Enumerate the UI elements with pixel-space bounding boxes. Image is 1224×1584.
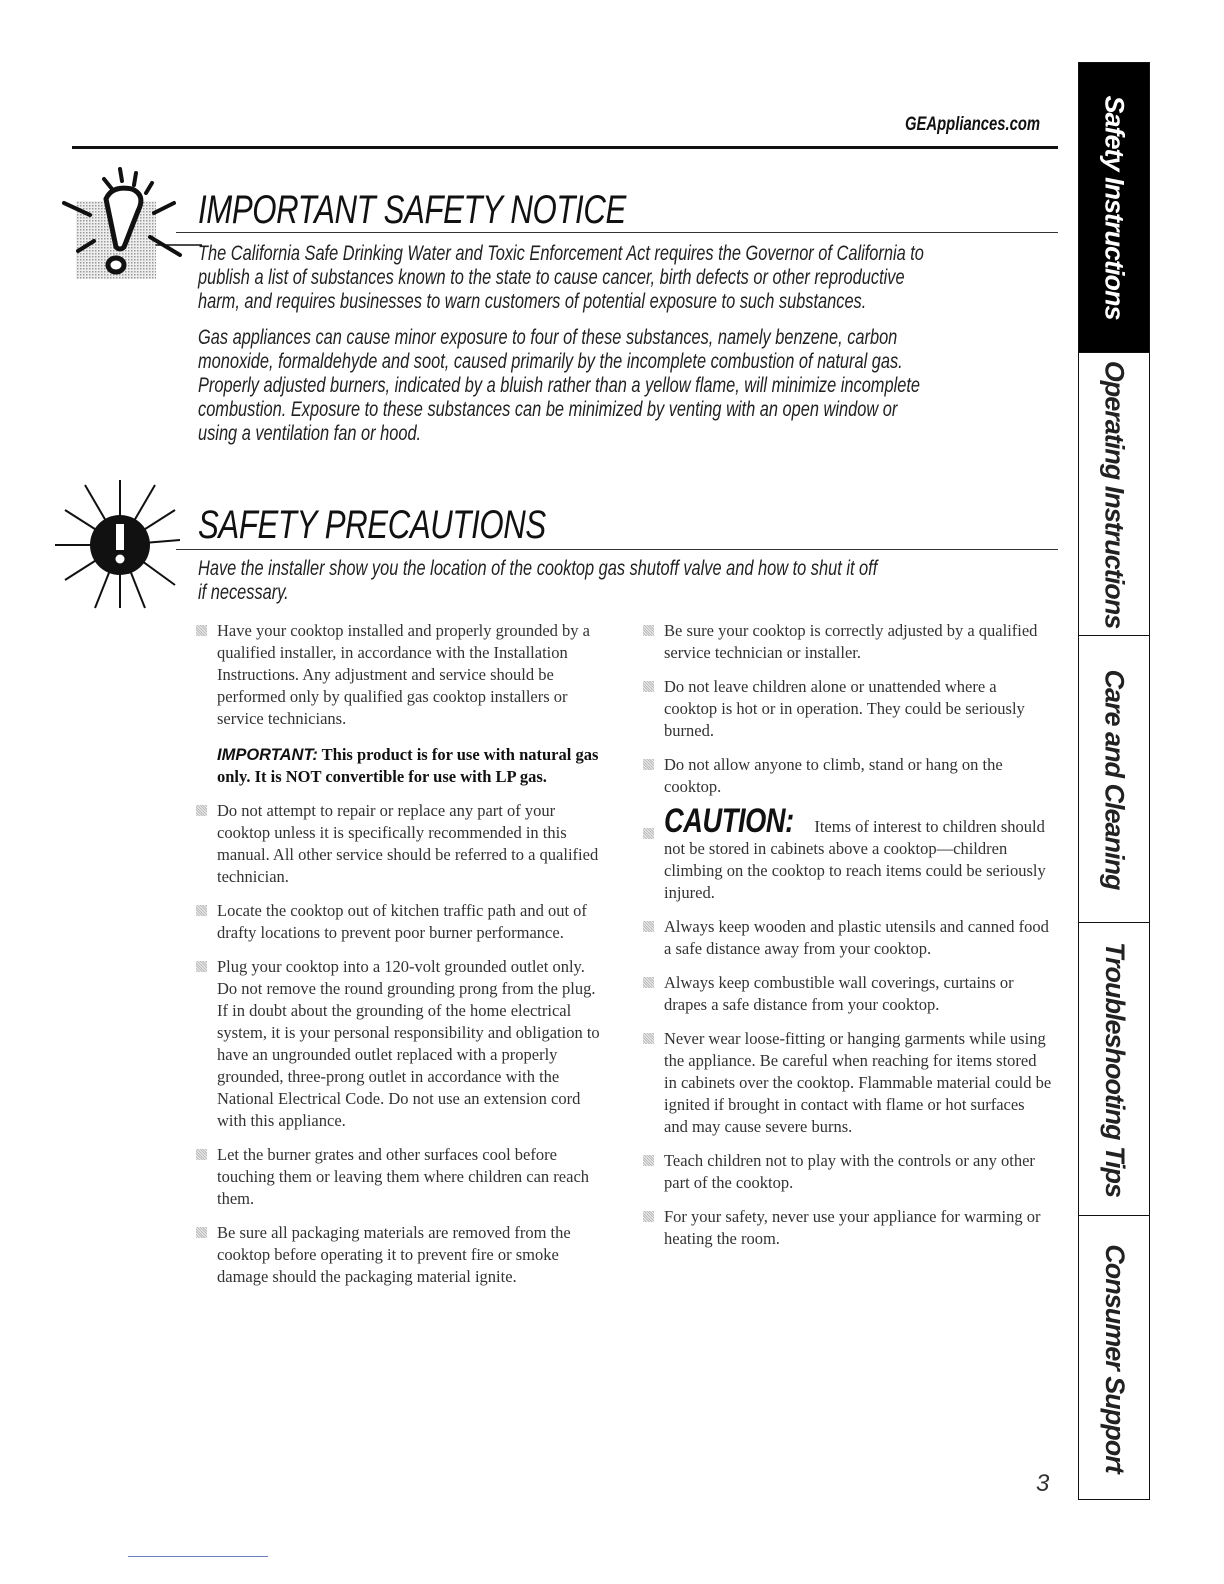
warning-burst-icon <box>55 480 185 610</box>
item-text: Teach children not to play with the controls or any other part of the cooktop. <box>664 1151 1035 1192</box>
tab-operating-instructions[interactable] <box>1079 353 1149 636</box>
tab-label: Troubleshooting Tips <box>1099 941 1130 1197</box>
notice-title: IMPORTANT SAFETY NOTICE <box>198 188 626 232</box>
list-item <box>637 754 1052 798</box>
tab-label: Safety Instructions <box>1099 95 1130 320</box>
item-text: Let the burner grates and other surfaces cool before touching them or leaving them where children can reach them. <box>217 1145 590 1208</box>
bullet-icon <box>643 977 654 988</box>
item-text: Never wear loose-fitting or hanging garments while using the appliance. Be careful when reaching for items stored in cabinets over the cooktop. Flammable material could be ignited if brought in contact with flame or hot surfaces and may cause severe burns. <box>664 1029 1052 1136</box>
precautions-title: SAFETY PRECAUTIONS <box>198 503 546 547</box>
list-item <box>637 972 1052 1016</box>
bullet-icon <box>196 905 207 916</box>
left-column <box>190 620 605 1300</box>
bullet-icon <box>643 1211 654 1222</box>
list-item <box>637 1206 1052 1250</box>
text-line: Gas appliances can cause minor exposure to four of these substances, namely benzene, carbon <box>198 326 898 349</box>
tab-label: Consumer Support <box>1099 1244 1130 1473</box>
list-item <box>637 1028 1052 1138</box>
bullet-icon <box>196 805 207 816</box>
text-line: combustion. Exposure to these substances can be minimized by venting with an open window or <box>198 398 898 421</box>
tab-consumer-support[interactable] <box>1079 1216 1149 1501</box>
item-text: Do not leave children alone or unattended where a cooktop is hot or in operation. They could be seriously burned. <box>664 677 1025 740</box>
list-item <box>190 900 605 944</box>
text-line: monoxide, formaldehyde and soot, caused primarily by the incomplete combustion of natural gas. <box>198 350 903 373</box>
text-line: if necessary. <box>198 581 289 604</box>
list-item <box>190 620 605 730</box>
bullet-icon <box>196 1149 207 1160</box>
site-url: GEAppliances.com <box>905 114 1041 135</box>
list-item <box>637 676 1052 742</box>
page-number: 3 <box>1036 1470 1050 1497</box>
section-tabs <box>1078 62 1150 1500</box>
notice-paragraph-2 <box>198 326 920 446</box>
precautions-intro <box>198 557 877 605</box>
bullet-icon <box>643 921 654 932</box>
item-text: Be sure your cooktop is correctly adjusted by a qualified service technician or installer. <box>664 621 1038 662</box>
item-text: Have your cooktop installed and properly grounded by a qualified installer, in accordance with the Installation Instructions. Any adjustment and service should be performed only by qualified gas cooktop installers or service technicians. <box>217 621 590 728</box>
item-text: Do not allow anyone to climb, stand or hang on the cooktop. <box>664 755 1003 796</box>
list-item <box>190 800 605 888</box>
important-label: IMPORTANT: <box>217 746 318 764</box>
item-text: Do not attempt to repair or replace any part of your cooktop unless it is specifically recommended in this manual. All other service should be referred to a qualified technician. <box>217 801 599 886</box>
bullet-icon <box>196 961 207 972</box>
tab-safety-instructions[interactable] <box>1079 63 1149 353</box>
bullet-icon <box>643 1033 654 1044</box>
item-text: Be sure all packaging materials are removed from the cooktop before operating it to prevent fire or smoke damage should the packaging material ignite. <box>217 1223 571 1286</box>
text-line: publish a list of substances known to the state to cause cancer, birth defects or other reproductive <box>198 266 905 289</box>
text-line: The California Safe Drinking Water and Toxic Enforcement Act requires the Governor of California to <box>198 242 924 265</box>
important-text: This product is for use with natural gas only. It is NOT convertible for use with LP gas. <box>217 745 599 786</box>
tab-label: Operating Instructions <box>1099 360 1130 628</box>
text-line: using a ventilation fan or hood. <box>198 422 422 445</box>
bullet-icon <box>643 828 654 839</box>
item-text: Always keep wooden and plastic utensils and canned food a safe distance away from your cooktop. <box>664 917 1049 958</box>
text-line: harm, and requires businesses to warn customers of potential exposure to such substances. <box>198 290 867 313</box>
list-item <box>637 1150 1052 1194</box>
tab-care-and-cleaning[interactable] <box>1079 636 1149 923</box>
list-item <box>190 1222 605 1288</box>
bullet-icon <box>643 681 654 692</box>
important-note <box>190 744 605 788</box>
notice-paragraph-1 <box>198 242 924 314</box>
text-line: Have the installer show you the location of the cooktop gas shutoff valve and how to shut it off <box>198 557 878 580</box>
bullet-icon <box>643 1155 654 1166</box>
warning-exclamation-icon <box>62 163 202 283</box>
footer-rule <box>128 1556 268 1557</box>
list-item <box>637 620 1052 664</box>
item-text: For your safety, never use your appliance for warming or heating the room. <box>664 1207 1041 1248</box>
bullet-icon <box>643 625 654 636</box>
tab-label: Care and Cleaning <box>1099 668 1130 890</box>
list-item <box>190 1144 605 1210</box>
list-item <box>637 916 1052 960</box>
precautions-rule <box>176 549 1058 550</box>
text-line: Properly adjusted burners, indicated by a bluish rather than a yellow flame, will minimize incomplete <box>198 374 920 397</box>
caution-label: CAUTION: <box>664 802 794 840</box>
list-item <box>190 956 605 1132</box>
caution-item <box>637 802 1052 904</box>
top-rule <box>72 146 1058 149</box>
tab-troubleshooting-tips[interactable] <box>1079 923 1149 1216</box>
caution-text: Items of interest to children should not be stored in cabinets above a cooktop—children climbing on the cooktop to reach items could be seriously injured. <box>664 817 1046 902</box>
bullet-icon <box>196 625 207 636</box>
item-text: Locate the cooktop out of kitchen traffic path and out of drafty locations to prevent poor burner performance. <box>217 901 587 942</box>
right-column <box>637 620 1052 1262</box>
item-text: Plug your cooktop into a 120-volt grounded outlet only. Do not remove the round grounding prong from the plug. If in doubt about the grounding of the home electrical system, it is your personal responsibility and obligation to have an ungrounded outlet replaced with a properly grounded, three-prong outlet in accordance with the National Electrical Code. Do not use an extension cord with this appliance. <box>217 957 600 1130</box>
item-text: Always keep combustible wall coverings, curtains or drapes a safe distance from your cooktop. <box>664 973 1014 1014</box>
notice-rule <box>176 232 1058 233</box>
bullet-icon <box>643 759 654 770</box>
bullet-icon <box>196 1227 207 1238</box>
